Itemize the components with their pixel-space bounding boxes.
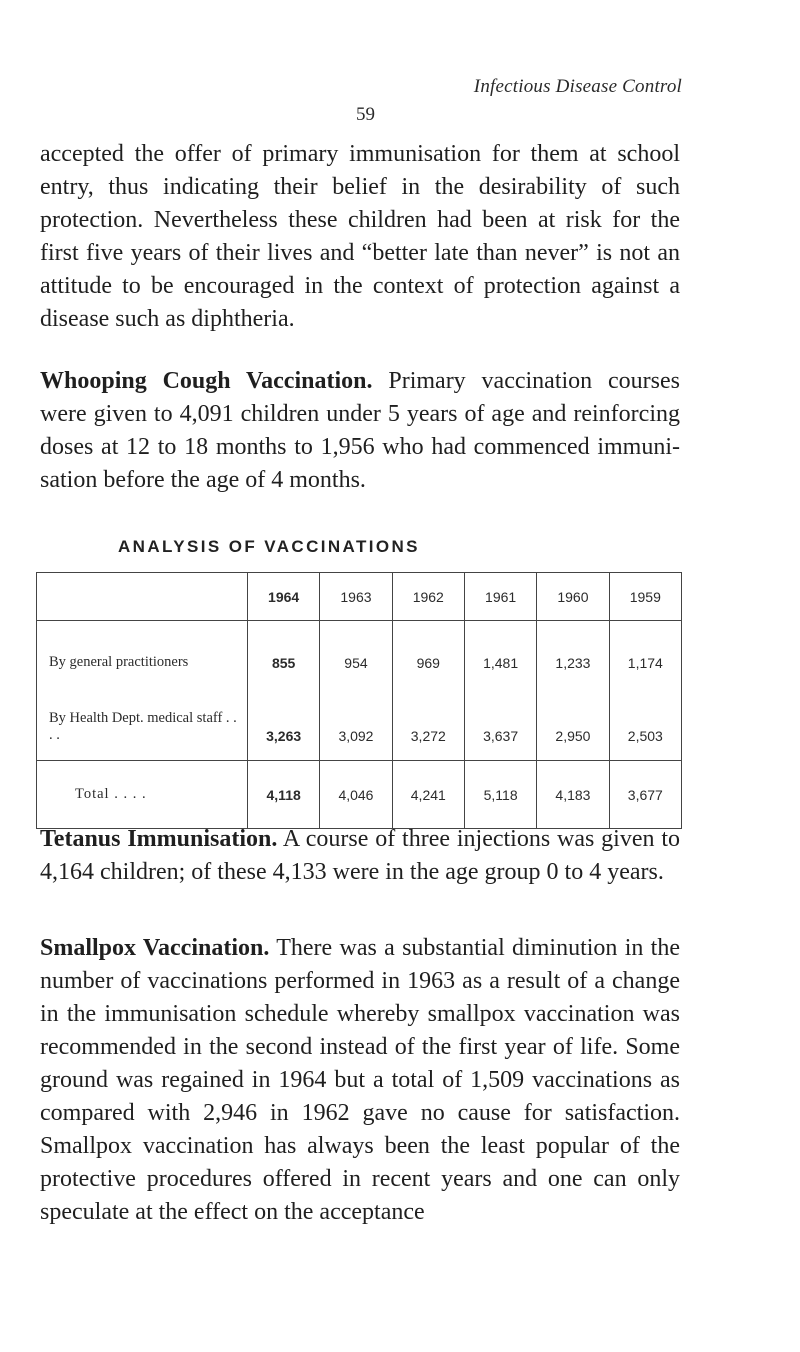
smallpox-heading: Smallpox Vaccination. — [40, 935, 270, 961]
table-cell: 3,092 — [320, 681, 392, 761]
total-cell: 4,241 — [392, 761, 464, 829]
year-header-1964: 1964 — [247, 573, 319, 621]
total-cell: 4,046 — [320, 761, 392, 829]
year-header-1960: 1960 — [537, 573, 609, 621]
paragraph-whooping-cough — [40, 365, 680, 497]
vaccinations-table — [36, 572, 682, 829]
paragraph-smallpox — [40, 932, 680, 1229]
whooping-cough-body: Primary vaccination courses were given to 4,091 children under 5 years of age and reinforcing doses at 12 to 18 months to 1,956 who had commenced immuni- sation before the age of 4 months. — [40, 368, 680, 493]
smallpox-body: There was a substantial diminution in the number of vaccinations performed in 1963 as a result of a change in the immunisation schedule whereby smallpox vaccination was recommended in the second instead of the first year of life. Some ground was regained in 1964 but a total of 1,509 vaccinations as compared with 2,946 in 1962 gave no cause for satisfaction. Smallpox vaccination has always been the least popular of the protective procedures offered in recent years and one can only speculate at the effect on the acceptance — [40, 935, 681, 1225]
running-head: Infectious Disease Control — [473, 76, 682, 97]
table-cell: 954 — [320, 621, 392, 681]
whooping-cough-heading: Whooping Cough Vaccination. — [40, 368, 373, 394]
table-cell: 1,481 — [464, 621, 536, 681]
year-header-1963: 1963 — [320, 573, 392, 621]
table-row — [37, 621, 682, 681]
year-header-1962: 1962 — [392, 573, 464, 621]
total-cell: 4,183 — [537, 761, 609, 829]
paragraph-diphtheria: accepted the offer of primary immunisation for them at school entry, thus indicating their belief in the desirability of such protection. Nevertheless these children had been at risk for the first five years of their lives and “better late than never” is not an attitude to be encouraged in the context of protection against a disease such as diphtheria. — [40, 141, 680, 332]
table-cell: 3,272 — [392, 681, 464, 761]
table-cell: 1,233 — [537, 621, 609, 681]
tetanus-heading: Tetanus Immunisation. — [40, 826, 278, 852]
row-label-general-practitioners: By general practitioners — [37, 621, 248, 681]
table-cell: 3,637 — [464, 681, 536, 761]
tetanus-body: A course of three injections was given to 4,164 children; of these 4,133 were in the age group 0 to 4 years. — [40, 826, 681, 885]
table-total-row — [37, 761, 682, 829]
total-cell: 3,677 — [609, 761, 681, 829]
total-cell: 4,118 — [247, 761, 319, 829]
paragraph-tetanus — [40, 823, 680, 889]
table-cell: 969 — [392, 621, 464, 681]
total-cell: 5,118 — [464, 761, 536, 829]
table-cell: 2,503 — [609, 681, 681, 761]
table-title: ANALYSIS OF VACCINATIONS — [118, 537, 420, 556]
table-cell: 855 — [247, 621, 319, 681]
row-label-health-dept-staff: By Health Dept. medical staff . . . . — [37, 681, 248, 761]
table-row — [37, 681, 682, 761]
table-cell: 1,174 — [609, 621, 681, 681]
year-header-1959: 1959 — [609, 573, 681, 621]
table-cell: 2,950 — [537, 681, 609, 761]
table-header-blank — [37, 573, 248, 621]
row-label-total: Total . . . . — [37, 761, 248, 829]
year-header-1961: 1961 — [464, 573, 536, 621]
page-number: 59 — [356, 104, 375, 125]
table-header-row — [37, 573, 682, 621]
table-cell: 3,263 — [247, 681, 319, 761]
